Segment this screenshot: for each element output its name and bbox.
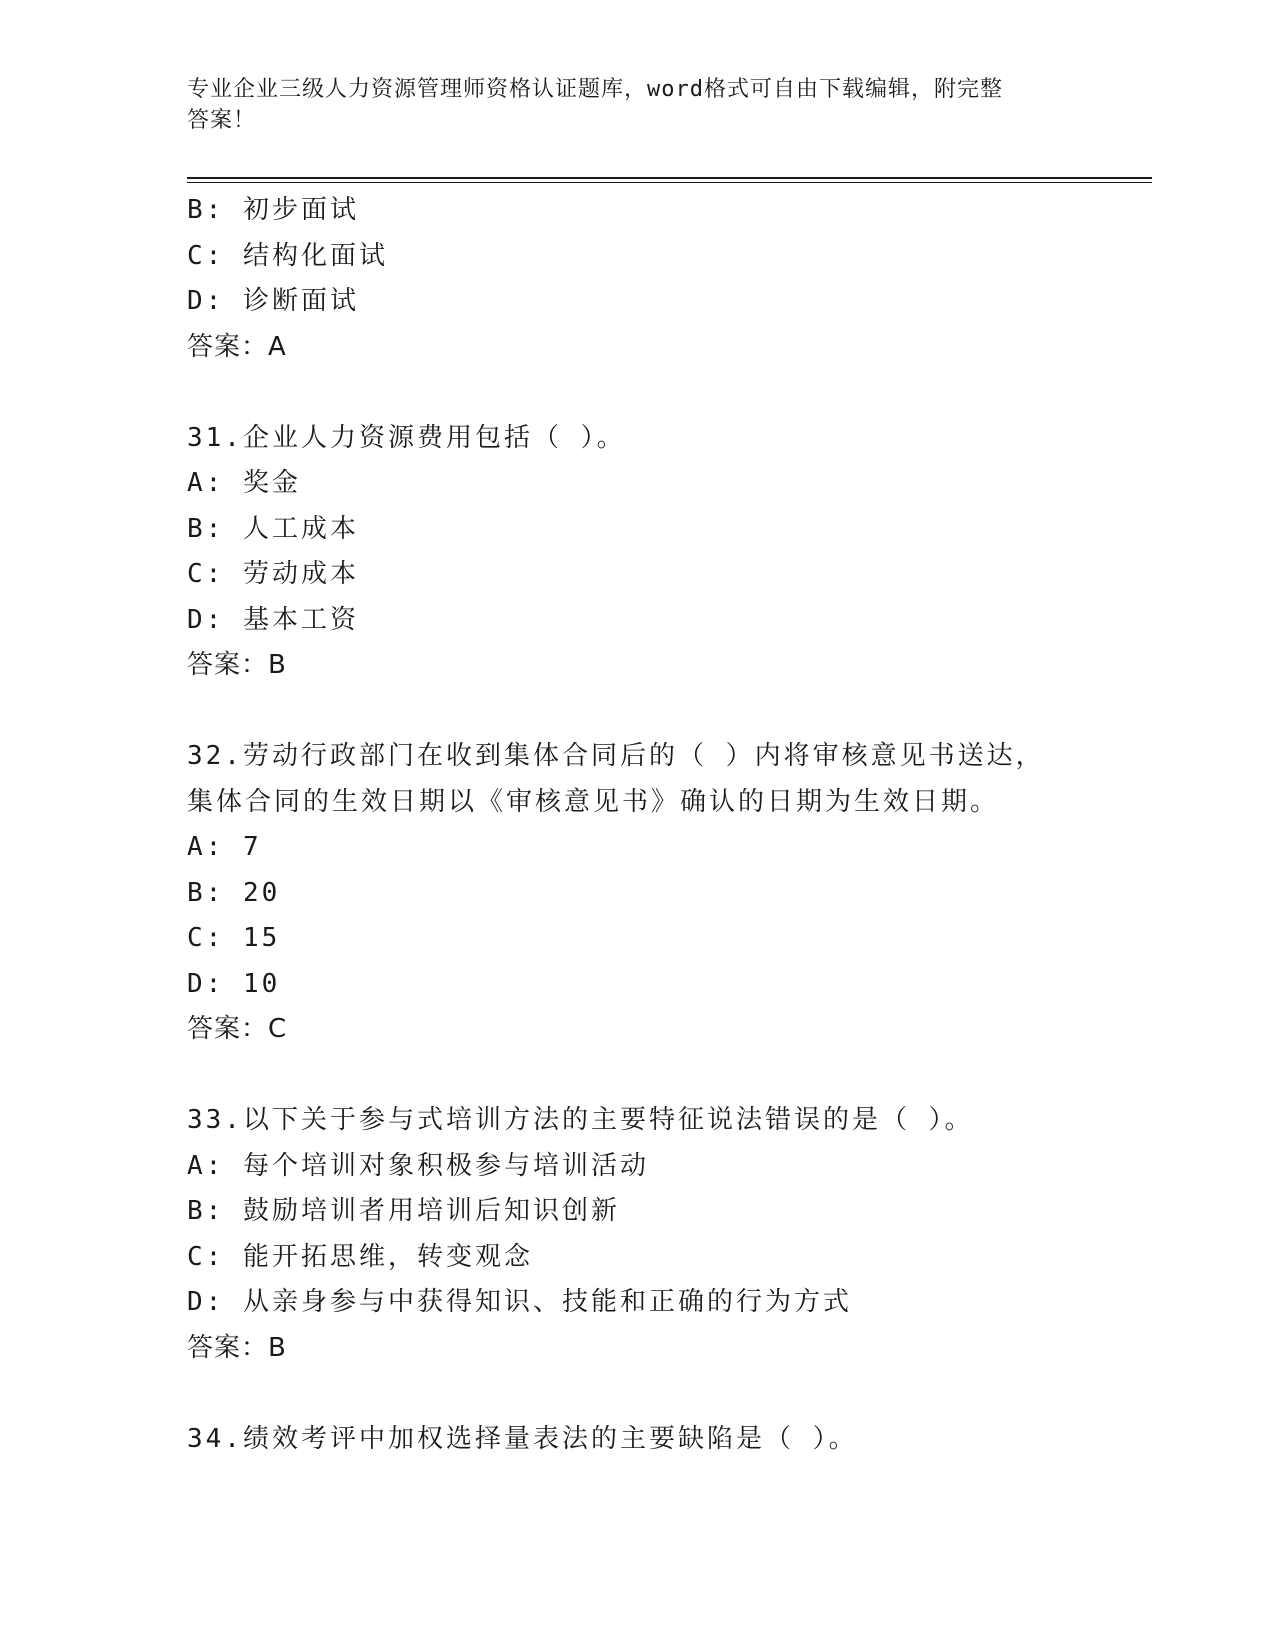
question-block-30 [187, 188, 1087, 370]
answer-line: 答案：B [187, 1332, 287, 1363]
question-text-line-1: 32.劳动行政部门在收到集体合同后的（ ）内将审核意见书送达， [187, 741, 1045, 771]
option-d: D: 10 [187, 968, 281, 999]
option-b: B: 初步面试 [187, 195, 359, 225]
question-block-34 [187, 1417, 1087, 1463]
option-a: A: 奖金 [187, 468, 301, 498]
option-c: C: 能开拓思维，转变观念 [187, 1241, 533, 1272]
answer-line: 答案：A [187, 331, 287, 362]
header-divider-thin [187, 182, 1152, 183]
answer-line: 答案：C [187, 1014, 288, 1044]
header-line-1: 专业企业三级人力资源管理师资格认证题库，word格式可自由下载编辑，附完整 [187, 77, 1003, 102]
question-block-33 [187, 1098, 1087, 1371]
option-c: C: 劳动成本 [187, 559, 359, 589]
option-d: D: 基本工资 [187, 604, 359, 635]
document-header [187, 74, 1067, 136]
option-b: B: 人工成本 [187, 513, 359, 544]
option-a: A: 每个培训对象积极参与培训活动 [187, 1150, 649, 1181]
header-divider-thick [187, 177, 1152, 179]
option-c: C: 15 [187, 923, 281, 953]
question-list [187, 188, 1087, 1462]
option-b: B: 20 [187, 877, 281, 908]
question-text: 34.绩效考评中加权选择量表法的主要缺陷是（ ）。 [187, 1423, 858, 1454]
question-block-32 [187, 734, 1087, 1053]
option-d: D: 从亲身参与中获得知识、技能和正确的行为方式 [187, 1287, 852, 1317]
spacer [187, 1371, 1087, 1417]
question-text-line-2: 集体合同的生效日期以《审核意见书》确认的日期为生效日期。 [187, 786, 1000, 817]
option-a: A: 7 [187, 832, 262, 862]
header-line-2: 答案！ [187, 108, 257, 133]
option-b: B: 鼓励培训者用培训后知识创新 [187, 1196, 620, 1226]
question-block-31 [187, 416, 1087, 689]
question-text: 33.以下关于参与式培训方法的主要特征说法错误的是（ ）。 [187, 1105, 974, 1135]
option-d: D: 诊断面试 [187, 286, 359, 316]
answer-line: 答案：B [187, 650, 287, 680]
spacer [187, 1053, 1087, 1099]
spacer [187, 689, 1087, 735]
option-c: C: 结构化面试 [187, 240, 388, 271]
question-text: 31.企业人力资源费用包括（ ）。 [187, 422, 626, 453]
spacer [187, 370, 1087, 416]
